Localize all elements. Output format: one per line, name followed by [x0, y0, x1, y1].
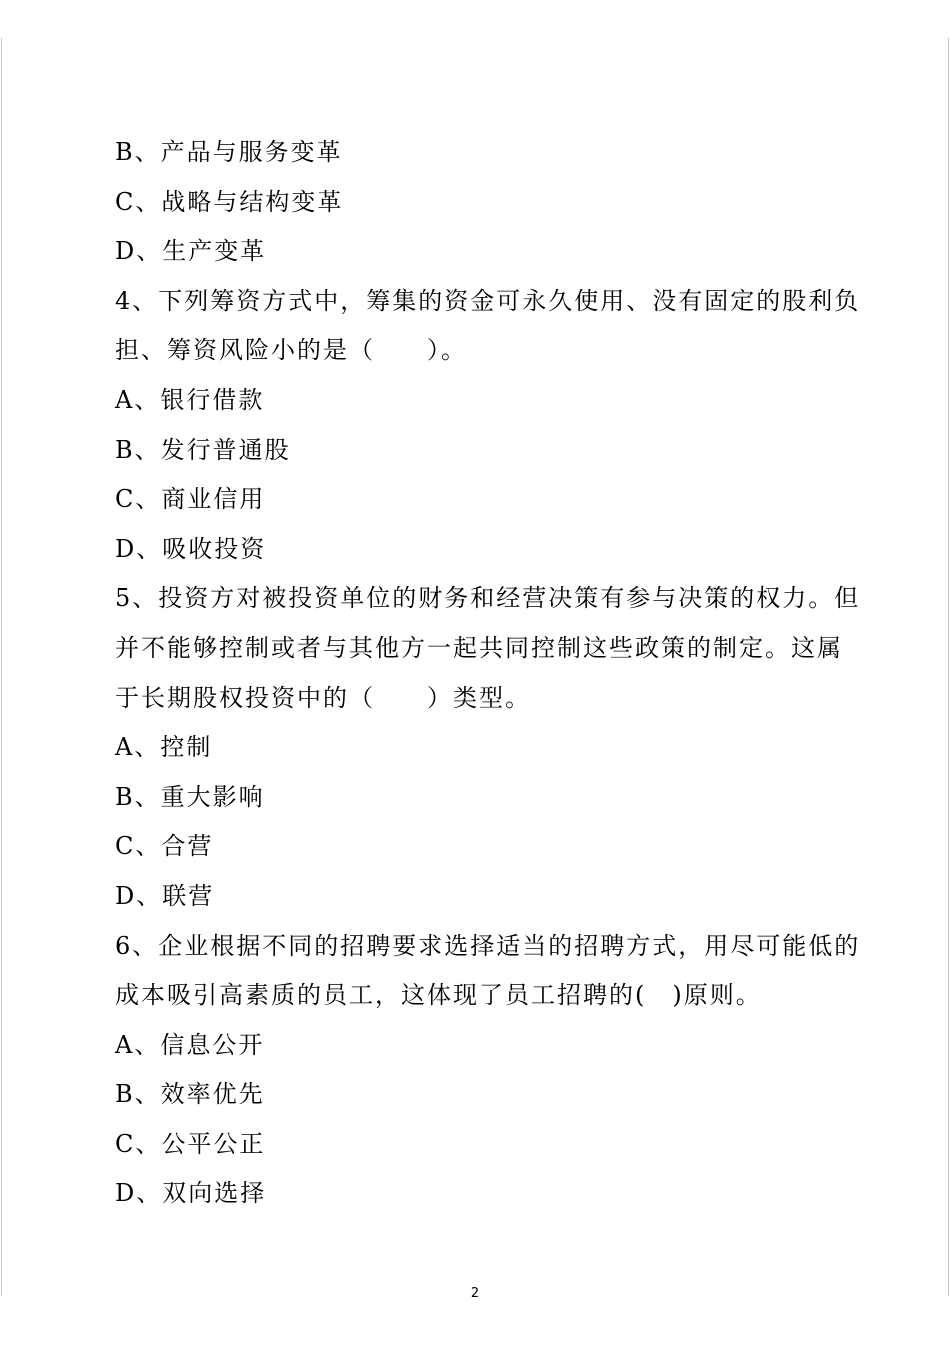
- question-5-text-cont: 并不能够控制或者与其他方一起共同控制这些政策的制定。这属: [115, 633, 843, 662]
- question-6-text: 6、企业根据不同的招聘要求选择适当的招聘方式，用尽可能低的: [115, 931, 861, 960]
- page-border-left: [1, 38, 2, 1296]
- question-5-text: 5、投资方对被投资单位的财务和经营决策有参与决策的权力。但: [115, 584, 861, 613]
- page-body: [115, 128, 861, 1219]
- option-line: A、银行借款: [115, 385, 265, 414]
- option-line: D、联营: [115, 881, 215, 910]
- option-line: C、公平公正: [115, 1129, 266, 1158]
- option-line: D、生产变革: [115, 237, 267, 266]
- option-line: C、商业信用: [115, 485, 266, 514]
- question-6-text-cont: 成本吸引高素质的员工，这体现了员工招聘的( )原则。: [115, 981, 762, 1010]
- question-5-text-cont: 于长期股权投资中的（ ）类型。: [115, 683, 531, 712]
- option-line: B、重大影响: [115, 782, 265, 811]
- option-line: B、发行普通股: [115, 435, 291, 464]
- question-4-text: 4、下列筹资方式中，筹集的资金可永久使用、没有固定的股利负: [115, 286, 861, 315]
- question-4-text-cont: 担、筹资风险小的是（ ）。: [115, 336, 467, 365]
- page-border-right: [948, 38, 949, 1296]
- option-line: D、双向选择: [115, 1179, 267, 1208]
- option-line: D、吸收投资: [115, 534, 267, 563]
- page-number: 2: [470, 1286, 480, 1301]
- option-line: B、产品与服务变革: [115, 138, 343, 166]
- option-line: C、战略与结构变革: [115, 187, 344, 216]
- option-line: A、控制: [115, 733, 213, 762]
- option-line: B、效率优先: [115, 1080, 265, 1109]
- option-line: C、合营: [115, 832, 214, 861]
- option-line: A、信息公开: [115, 1030, 265, 1059]
